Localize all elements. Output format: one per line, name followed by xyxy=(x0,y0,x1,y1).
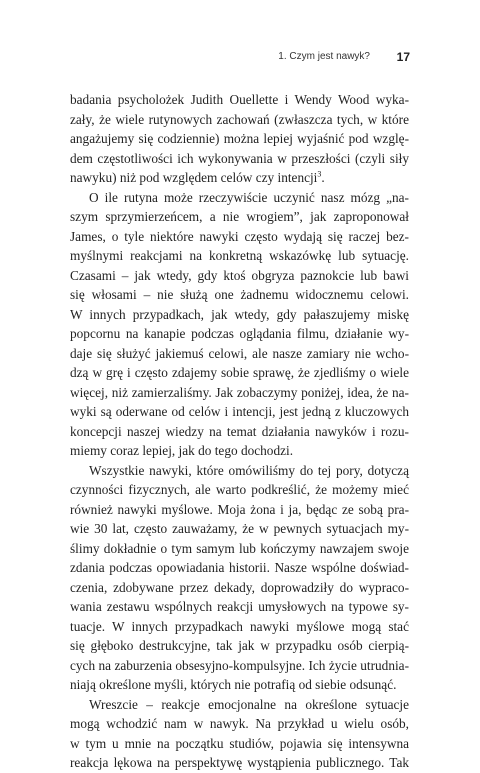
text-line: dzą w grę i często zdajemy sobie sprawę, że zjedliśmy o wiele xyxy=(70,365,409,380)
text-line: szym sprzymierzeńcem, a nie wrogiem”, jak zaproponował xyxy=(70,209,409,224)
text-line: nawyku) niż pod względem celów czy intencji$^3$. xyxy=(70,169,325,185)
text-line: się głęboko destrukcyjne, tak jak w przypadku osób cierpią- xyxy=(70,638,409,653)
text-line: miemy coraz lepiej, jak do tego dochodzi. xyxy=(70,443,294,458)
text-line: daje się służyć jakiemuś celowi, ale nasze zamiary nie wcho- xyxy=(70,345,409,361)
text-line: koncepcji naszej wiedzy na temat działania nawyków i rozu- xyxy=(70,423,409,439)
text-line: reakcja lękowa na perspektywę wystąpienia publicznego. Tak xyxy=(70,755,409,770)
text-line: również nawyki myślowe. Moja żona i ja, będąc ze sobą pra- xyxy=(70,501,409,517)
text-line: angażujemy się codziennie) można lepiej wyjaśnić pod wzglę- xyxy=(70,131,409,146)
text-line: zdania podczas opowiadania historii. Nasze wspólne doświad- xyxy=(70,560,409,575)
text-line: mogą wchodzić nam w nawyk. Na przykład u wielu osób, xyxy=(70,716,409,731)
text-line: czenia, zdobywane przez dekady, doprowadziły do wypraco- xyxy=(70,579,409,595)
text-line: zały, że wiele rutynowych zachowań (zwłaszcza tych, w które xyxy=(70,111,409,127)
text-line: czynności fizycznych, ale warto podkreślić, że możemy mieć xyxy=(70,482,409,497)
page-header xyxy=(0,51,480,67)
text-line: wania zestawu wspólnych reakcji umysłowych na typowe sy- xyxy=(70,599,409,614)
text-line: cych na zaburzenia obsesyjno-kompulsyjne. Ich życie utrudnia- xyxy=(70,657,409,673)
text-line: więcej, niż zamierzaliśmy. Jak zobaczymy poniżej, idea, że na- xyxy=(70,384,409,400)
text-line: dem częstotliwości ich wykonywania w przeszłości (czyli siły xyxy=(70,150,409,166)
text-line: w tym u mnie na początku studiów, pojawia się intensywna xyxy=(70,735,409,751)
text-line: ślimy dokładnie o tym samym lub kończymy nawzajem swoje xyxy=(70,540,409,556)
text-line: Wreszcie – reakcje emocjonalne na określone sytuacje xyxy=(89,696,409,712)
page-number: 17 xyxy=(396,50,410,64)
running-head: 1. Czym jest nawyk? xyxy=(278,51,370,62)
text-line: O ile rutyna może rzeczywiście uczynić nasz mózg „na- xyxy=(89,189,409,205)
text-line: W innych przypadkach, jak wtedy, gdy pałaszujemy miskę xyxy=(70,306,409,322)
text-line-content: nawyku) niż pod względem celów czy intencji xyxy=(70,170,318,185)
text-line: Czasami – jak wtedy, gdy ktoś obgryza paznokcie lub bawi xyxy=(70,267,409,283)
text-line: Wszystkie nawyki, które omówiliśmy do tej pory, dotyczą xyxy=(89,462,409,478)
text-line: niają określone myśli, których nie potrafią od siebie odsunąć. xyxy=(70,677,397,692)
body-text xyxy=(70,90,409,773)
text-line: myślnymi reakcjami na konkretną wskazówkę lub sytuację. xyxy=(70,248,409,263)
text-line: James, o tyle niektóre nawyki często wydają się raczej bez- xyxy=(70,228,409,244)
text-line: tuacje. W innych przypadkach nawyki myślowe mogą stać xyxy=(70,618,409,634)
text-line: się włosami – nie służą one żadnemu widocznemu celowi. xyxy=(70,287,409,302)
footnote-reference: 3 xyxy=(317,169,322,179)
text-line: wie 30 lat, często zauważamy, że w pewnych sytuacjach my- xyxy=(70,521,409,536)
text-line: badania psycholożek Judith Ouellette i Wendy Wood wyka- xyxy=(70,92,409,107)
text-line: wyki są oderwane od celów i intencji, jest jedną z kluczowych xyxy=(70,404,409,419)
text-line: popcornu na kanapie podczas oglądania filmu, działanie wy- xyxy=(70,326,409,341)
